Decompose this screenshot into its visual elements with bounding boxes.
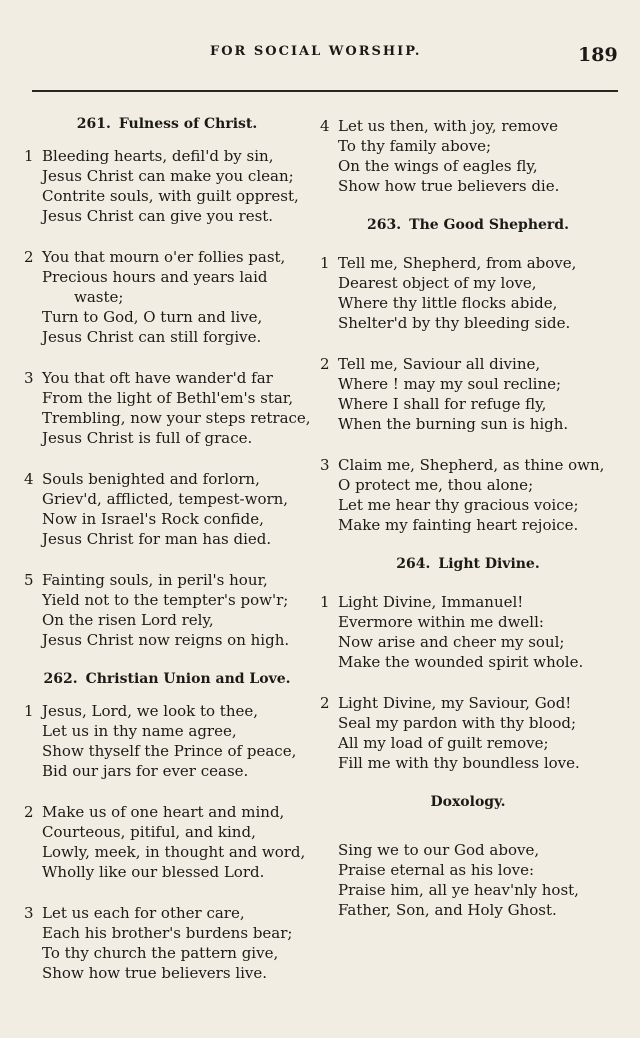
stanza-number: 2 (24, 803, 34, 821)
verse-line: Each his brother's burdens bear; (42, 924, 293, 942)
verse-line: To thy family above; (338, 137, 492, 155)
hymn-264-stanza-1 (318, 592, 618, 672)
hymn-264-title: 264. Light Divine. (396, 556, 540, 572)
verse-line: Bid our jars for ever cease. (42, 762, 249, 780)
header-rule (32, 90, 618, 92)
running-head: FOR SOCIAL WORSHIP. (210, 44, 422, 59)
stanza-number: 1 (24, 147, 34, 165)
verse-line: 2 Light Divine, my Saviour, God! (320, 694, 572, 712)
verse-line: Jesus Christ is full of grace. (42, 429, 253, 447)
doxology-stanza (318, 840, 618, 920)
verse-line: 4 Let us then, with joy, remove (320, 117, 558, 135)
verse-line: Courteous, pitiful, and kind, (42, 823, 256, 841)
hymn-261-title: 261. Fulness of Christ. (76, 116, 258, 132)
verse-line: 3 Let us each for other care, (24, 904, 245, 922)
right-column (318, 116, 618, 941)
verse-line: Now in Israel's Rock confide, (42, 510, 264, 528)
stanza-number: 2 (320, 355, 330, 373)
stanza-number: 2 (24, 248, 34, 266)
verse-line: All my load of guilt remove; (338, 734, 549, 752)
verse-line: Shelter'd by thy bleeding side. (338, 314, 571, 332)
hymn-263-stanza-1 (318, 253, 618, 333)
verse-line: 1 Tell me, Shepherd, from above, (320, 254, 577, 272)
verse-line: Show how true believers live. (42, 964, 268, 982)
verse-line: Dearest object of my love, (338, 274, 537, 292)
doxology-title: Doxology. (430, 794, 506, 810)
hymn-262-title: 262. Christian Union and Love. (43, 671, 291, 687)
verse-line: When the burning sun is high. (338, 415, 569, 433)
verse-line: 1 Jesus, Lord, we look to thee, (24, 702, 259, 720)
verse-line: Contrite souls, with guilt opprest, (42, 187, 299, 205)
verse-line: Where ! may my soul recline; (338, 375, 562, 393)
verse-line: 2 You that mourn o'er follies past, (24, 248, 286, 266)
verse-line: 3 You that oft have wander'd far (24, 369, 273, 387)
hymn-264-stanza-2 (318, 693, 618, 773)
verse-line: Father, Son, and Holy Ghost. (338, 901, 557, 919)
verse-line: Let us in thy name agree, (42, 722, 237, 740)
hymn-262-stanza-2 (22, 802, 312, 882)
hymn-262-stanza-3 (22, 903, 312, 983)
left-column (22, 112, 312, 1004)
verse-line: Precious hours and years laid (42, 268, 268, 286)
hymn-263-stanza-2 (318, 354, 618, 434)
verse-line: To thy church the pattern give, (42, 944, 279, 962)
verse-line: 2 Make us of one heart and mind, (24, 803, 285, 821)
hymn-261-stanza-2 (22, 247, 312, 347)
verse-line: Wholly like our blessed Lord. (42, 863, 265, 881)
hymn-262-stanza-4 (318, 116, 618, 196)
stanza-number: 3 (24, 369, 34, 387)
verse-line: Fill me with thy boundless love. (338, 754, 580, 772)
stanza-number: 3 (320, 456, 330, 474)
hymn-263-title: 263. The Good Shepherd. (367, 217, 569, 233)
verse-line: Jesus Christ can give you rest. (42, 207, 274, 225)
verse-line: Turn to God, O turn and live, (42, 308, 263, 326)
verse-line: O protect me, thou alone; (338, 476, 534, 494)
stanza-number: 4 (320, 117, 330, 135)
stanza-number: 1 (320, 593, 330, 611)
stanza-number: 3 (24, 904, 34, 922)
verse-line: 1 Bleeding hearts, defil'd by sin, (24, 147, 274, 165)
verse-line: Seal my pardon with thy blood; (338, 714, 577, 732)
verse-line: Sing we to our God above, (338, 841, 540, 859)
verse-line: Show thyself the Prince of peace, (42, 742, 297, 760)
verse-line: Where thy little flocks abide, (338, 294, 558, 312)
stanza-number: 5 (24, 571, 34, 589)
page-number: 189 (578, 44, 618, 66)
verse-line: Jesus Christ can still forgive. (42, 328, 262, 346)
verse-line: Yield not to the tempter's pow'r; (42, 591, 289, 609)
verse-line: Show how true believers die. (338, 177, 560, 195)
verse-line: Where I shall for refuge fly, (338, 395, 547, 413)
verse-line: Evermore within me dwell: (338, 613, 544, 631)
verse-line: 5 Fainting souls, in peril's hour, (24, 571, 268, 589)
verse-line: 3 Claim me, Shepherd, as thine own, (320, 456, 605, 474)
verse-line: Jesus Christ for man has died. (42, 530, 272, 548)
verse-line: 2 Tell me, Saviour all divine, (320, 355, 541, 373)
hymn-261-stanza-5 (22, 570, 312, 650)
verse-line: Trembling, now your steps retrace, (42, 409, 311, 427)
hymn-263-stanza-3 (318, 455, 618, 535)
verse-line: 1 Light Divine, Immanuel! (320, 593, 524, 611)
verse-line: Let me hear thy gracious voice; (338, 496, 579, 514)
stanza-number: 4 (24, 470, 34, 488)
stanza-number: 1 (320, 254, 330, 272)
verse-line: Praise him, all ye heav'nly host, (338, 881, 579, 899)
hymn-261-stanza-3 (22, 368, 312, 448)
hymn-261-stanza-1 (22, 146, 312, 226)
stanza-number: 1 (24, 702, 34, 720)
verse-line: Griev'd, afflicted, tempest-worn, (42, 490, 289, 508)
verse-line: Now arise and cheer my soul; (338, 633, 565, 651)
verse-line: waste; (74, 288, 124, 306)
verse-line: Jesus Christ can make you clean; (42, 167, 294, 185)
verse-line: Make the wounded spirit whole. (338, 653, 584, 671)
stanza-number: 2 (320, 694, 330, 712)
hymn-261-stanza-4 (22, 469, 312, 549)
verse-line: On the risen Lord rely, (42, 611, 214, 629)
verse-line: Lowly, meek, in thought and word, (42, 843, 306, 861)
verse-line: Jesus Christ now reigns on high. (42, 631, 290, 649)
verse-line: On the wings of eagles fly, (338, 157, 538, 175)
verse-line: Make my fainting heart rejoice. (338, 516, 579, 534)
verse-line: Praise eternal as his love: (338, 861, 535, 879)
hymn-262-stanza-1 (22, 701, 312, 781)
verse-line: From the light of Bethl'em's star, (42, 389, 294, 407)
verse-line: 4 Souls benighted and forlorn, (24, 470, 260, 488)
